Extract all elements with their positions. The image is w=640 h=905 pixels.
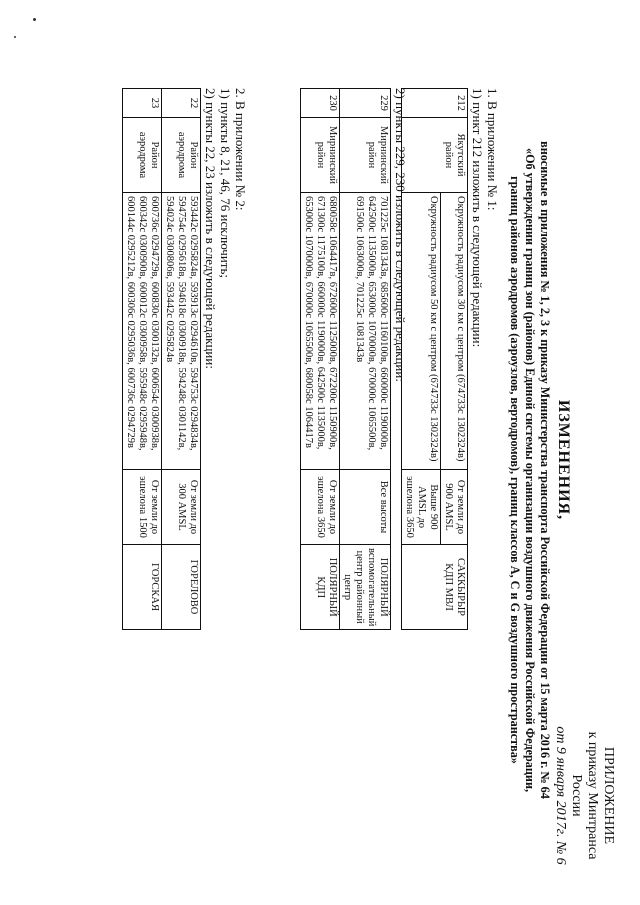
appendix-label: ПРИЛОЖЕНИЕ: [601, 746, 616, 845]
subtitle-block: [507, 60, 552, 880]
row-boundary: 593442с 0295824в, 593913с 0294610в, 594753с 0294834в, 594754с 0295618в, 594618с 0300918в, 594248с 0301142в, 594024с 0300806в, 593442с 0295824в: [162, 193, 201, 470]
row-number: 230: [301, 89, 340, 118]
row-number: 229: [340, 89, 391, 118]
table-items-229-230: [300, 88, 391, 630]
section-2-item-2: 2) пункты 22, 23 изложить в следующей редакции:: [203, 88, 218, 369]
row-unit: ПОЛЯРНЫЙ вспомогательный центр районный центр: [340, 545, 391, 630]
row-boundary: 680058с 1064417в, 672600с 1125000в, 672200с 1150900в, 671300с 1175100в, 660000с 1190000в, 642500с 1135000в, 653000с 1070000в, 670000с 1065500в, 680058с 1064417в: [301, 193, 340, 470]
scan-speck: [33, 18, 36, 21]
row-area: Мирнинский район: [340, 118, 391, 193]
row-unit: ГОРСКАЯ: [123, 545, 162, 630]
row-unit: ГОРЕЛОВО: [162, 545, 201, 630]
table-row: [340, 89, 391, 630]
section-2-item-1: 1) пункты 8, 21, 46, 76 исключить;: [218, 88, 233, 279]
table-row: [123, 89, 162, 630]
row-boundary: Окружность радиусом 50 км с центром (674733с 1302324в): [402, 193, 441, 470]
row-altitude: От земли до эшелона 1500: [123, 470, 162, 545]
row-number: 22: [162, 89, 201, 118]
row-boundary: 600736с 0294729в, 600830с 0300132в, 600654с 0300938в, 600342с 0300900в, 600012с 0300958в, 595948с 0295948в, 600144с 0295212в, 600306с 0295036в, 600736с 0294729в: [123, 193, 162, 470]
row-altitude: Все высоты: [340, 470, 391, 545]
row-unit: ПОЛЯРНЫЙ КДП: [301, 545, 340, 630]
row-altitude: От земли до эшелона 3650: [301, 470, 340, 545]
scan-speck: [14, 36, 16, 38]
row-boundary: Окружность радиусом 30 км с центром (674733с 1302324в): [441, 193, 468, 470]
row-altitude: От земли до 900 AMSL: [441, 470, 468, 545]
appendix-header: [552, 713, 616, 878]
section-1-item-2: 2) пункты 229, 230 изложить в следующей редакции:: [393, 88, 408, 382]
row-area: Район аэродрома: [123, 118, 162, 193]
section-1-item-1: 1) пункт 212 изложить в следующей редакции:: [470, 88, 485, 348]
row-unit: САККЫРЫР КДП МВЛ: [402, 545, 468, 630]
appendix-date-number: от 9 января 2017г. № 6: [553, 726, 568, 865]
row-area: Мирнинский район: [301, 118, 340, 193]
row-area: Якутский район: [402, 118, 468, 193]
row-area: Район аэродрома: [162, 118, 201, 193]
subtitle-line-3: границ районов аэродромов (аэроузлов, вертодромов), границ классов A, C и G воздушного пространства»: [508, 176, 522, 764]
row-altitude: Выше 900 AMSL до эшелона 3650: [402, 470, 441, 545]
row-number: 23: [123, 89, 162, 118]
table-row: [162, 89, 201, 630]
appendix-order-ref: к приказу Минтранса России: [569, 731, 600, 860]
section-1-heading: 1. В приложении № 1:: [485, 88, 500, 211]
table-row: [441, 89, 468, 630]
row-boundary: 701225с 1081343в, 685600с 1160100в, 660000с 1190000в, 642500с 1135000в, 653000с 1070000в, 670000с 1065500в, 691500с 1063000в, 701225с 1081343в: [340, 193, 391, 470]
table-row: [301, 89, 340, 630]
table-item-212: [401, 88, 468, 630]
row-number: 212: [402, 89, 468, 118]
table-items-22-23: [122, 88, 201, 630]
subtitle-line-1: вносимые в приложения № 1, 2, 3 к приказу Министерства транспорта Российской Федерации от 15 марта 2016 г. № 64: [538, 141, 552, 799]
row-altitude: От земли до 300 AMSL: [162, 470, 201, 545]
subtitle-line-2: «Об утверждении границ зон (районов) Единой системы организации воздушного движения Российской Федерации,: [523, 147, 537, 793]
section-2-heading: 2. В приложении № 2:: [233, 88, 248, 211]
document-title: ИЗМЕНЕНИЯ,: [555, 399, 572, 521]
title-block: [550, 200, 572, 720]
